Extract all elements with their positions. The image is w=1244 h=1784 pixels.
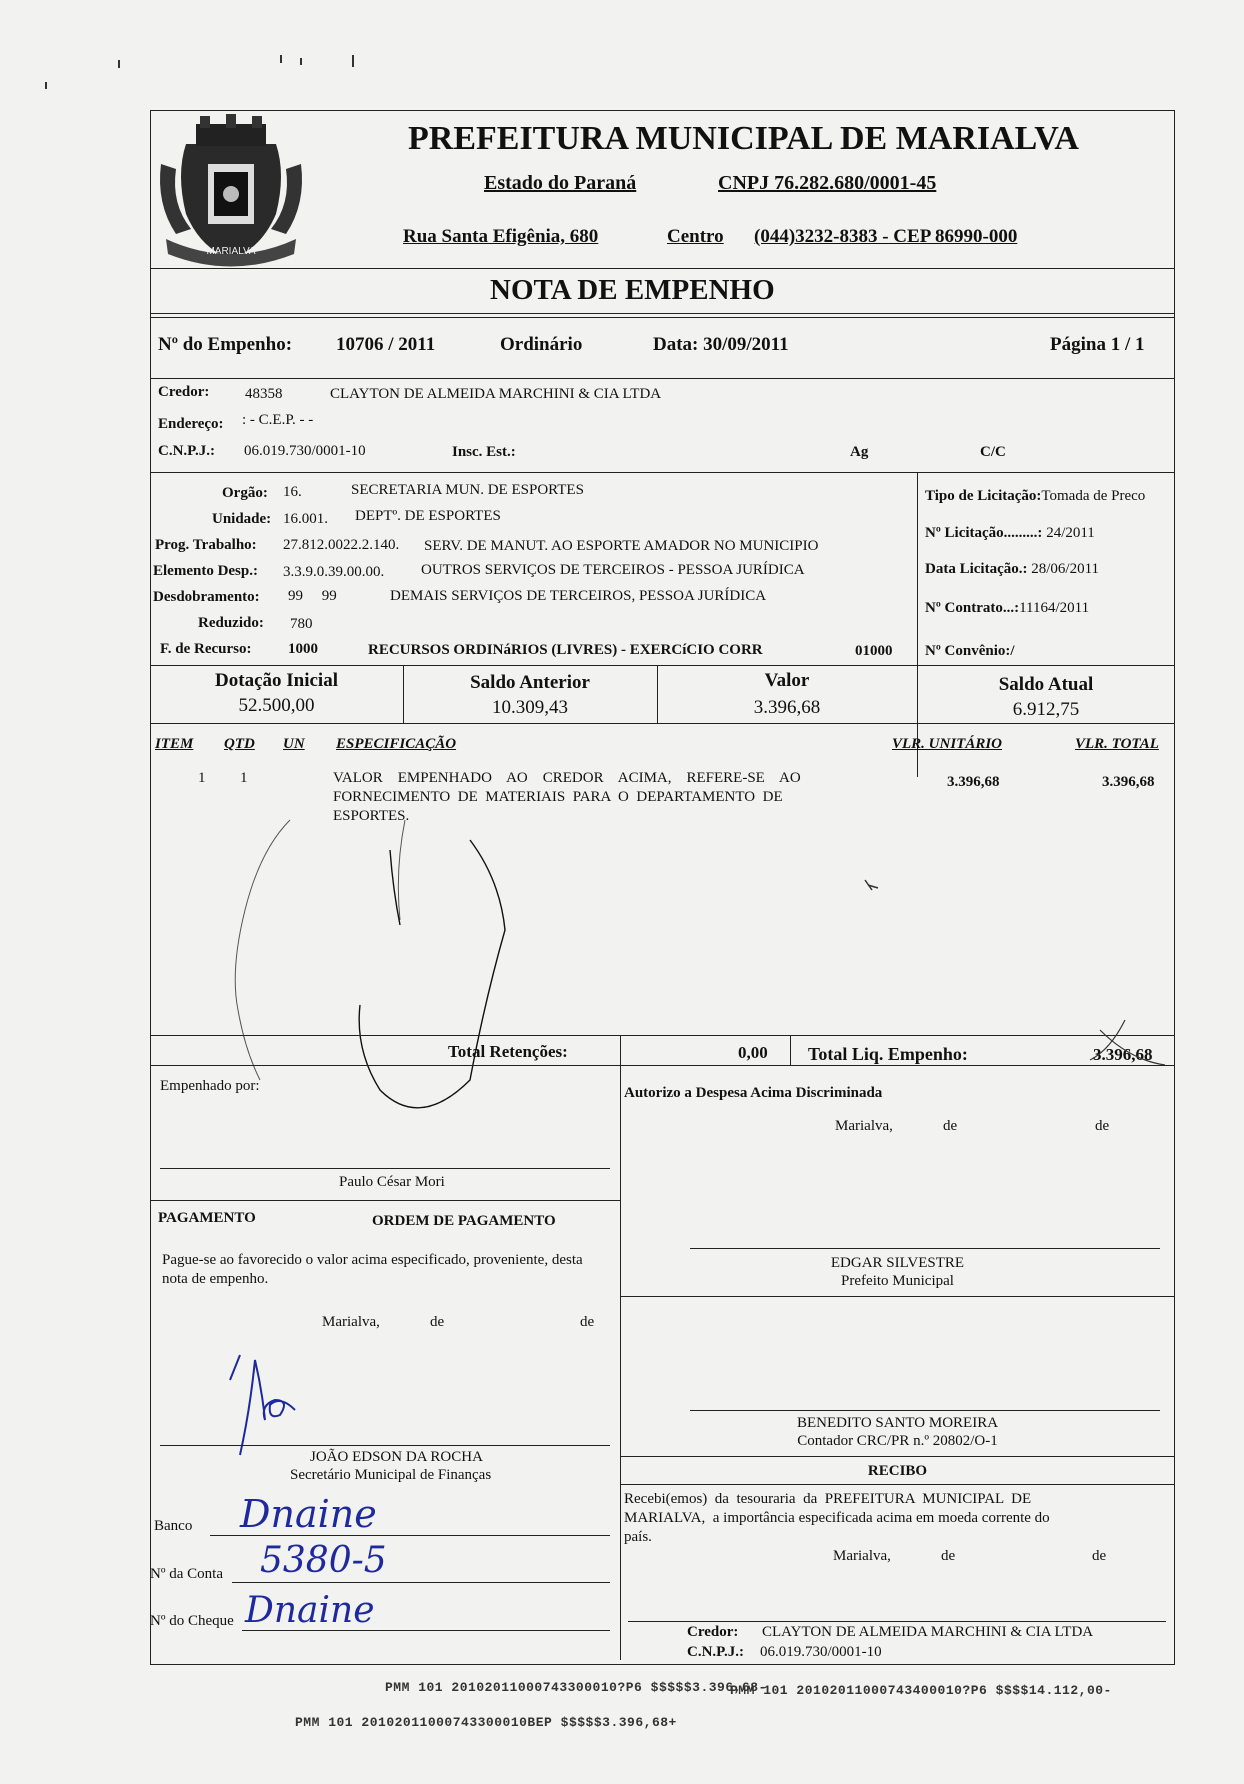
handwritten-scribble <box>150 750 1175 1210</box>
saldo-anterior-label: Saldo Anterior <box>470 672 590 693</box>
item-spec-line-1: VALOR EMPENHADO AO CREDOR ACIMA, REFERE-SE AO <box>333 770 801 786</box>
item-number: 1 <box>198 770 206 786</box>
total-liq-empenho-value: 3.396,68 <box>1093 1045 1153 1064</box>
saldo-anterior-value: 10.309,43 <box>492 697 568 718</box>
total-liq-empenho-label: Total Liq. Empenho: <box>808 1044 968 1064</box>
item-spec-line-2: FORNECIMENTO DE MATERIAIS PARA O DEPARTAMENTO DE <box>333 789 783 805</box>
desdobramento-label: Desdobramento: <box>153 589 260 605</box>
total-retencoes-label: Total Retenções: <box>448 1042 568 1061</box>
scan-mark <box>45 82 47 89</box>
cheque-handwritten: Dnaine <box>245 1590 375 1631</box>
recibo-text-3: país. <box>624 1529 652 1545</box>
prog-trabalho-desc: SERV. DE MANUT. AO ESPORTE AMADOR NO MUNICIPIO <box>424 538 819 554</box>
svg-text:MARIALVA: MARIALVA <box>206 246 256 257</box>
numero-licitacao: Nº Licitação.........: 24/2011 <box>925 525 1095 541</box>
pagamento-de-1: de <box>430 1314 445 1330</box>
elemento-desp-desc: OUTROS SERVIÇOS DE TERCEIROS - PESSOA JURÍDICA <box>421 562 805 578</box>
empenho-date: Data: 30/09/2011 <box>653 334 789 355</box>
cnpj-header: CNPJ 76.282.680/0001-45 <box>718 172 937 194</box>
contador-role: Contador CRC/PR n.º 20802/O-1 <box>797 1433 998 1449</box>
pagamento-text-1: Pague-se ao favorecido o valor acima especificado, proveniente, desta <box>162 1252 583 1268</box>
scan-mark <box>280 55 282 63</box>
empenhado-por-name: Paulo César Mori <box>339 1174 445 1190</box>
secretario-signature <box>210 1350 330 1460</box>
dotacao-inicial-value: 52.500,00 <box>238 695 315 716</box>
saldo-atual-label: Saldo Atual <box>998 674 1094 695</box>
prefeito-name: EDGAR SILVESTRE <box>830 1255 965 1271</box>
conta-line <box>232 1582 610 1583</box>
scan-mark <box>300 58 302 65</box>
autorizo-place: Marialva, <box>835 1118 893 1134</box>
recibo-credor-name: CLAYTON DE ALMEIDA MARCHINI & CIA LTDA <box>762 1624 1094 1640</box>
banco-label: Banco <box>154 1518 193 1534</box>
conta-label: Nº da Conta <box>150 1566 223 1582</box>
credor-code: 48358 <box>245 386 283 402</box>
fonte-recurso-code: 1000 <box>288 641 318 657</box>
elemento-desp-code: 3.3.9.0.39.00.00. <box>283 564 385 580</box>
address-value: : - C.E.P. - - <box>242 412 314 428</box>
item-total-value: 3.396,68 <box>1102 774 1155 790</box>
recibo-text-1: Recebi(emos) da tesouraria da PREFEITURA MUNICIPAL DE <box>624 1491 1032 1507</box>
signature-line <box>628 1621 1166 1622</box>
total-retencoes-value: 0,00 <box>738 1043 768 1062</box>
empenho-number-label: Nº do Empenho: <box>158 334 293 355</box>
col-item: ITEM <box>155 736 194 752</box>
contador-name: BENEDITO SANTO MOREIRA <box>796 1415 999 1431</box>
scan-mark <box>352 55 354 67</box>
tipo-licitacao-label: Tipo de Licitação:Tomada de Preco <box>925 488 1146 504</box>
municipal-coat-of-arms-icon <box>156 114 306 272</box>
prog-trabalho-label: Prog. Trabalho: <box>155 537 257 553</box>
dotacao-inicial-label: Dotação Inicial <box>215 670 338 691</box>
bank-stamp-3: PMM 101 20102011000743300010BEP $$$$$3.396,68+ <box>295 1715 677 1730</box>
credor-cnpj: 06.019.730/0001-10 <box>244 443 366 459</box>
phone-cep: (044)3232-8383 - CEP 86990-000 <box>754 226 1018 247</box>
page-number: Página 1 / 1 <box>1050 334 1145 355</box>
empenho-number: 10706 / 2011 <box>336 334 436 355</box>
unidade-code: 16.001. <box>283 511 328 527</box>
item-unit-value: 3.396,68 <box>947 774 1000 790</box>
address-label: Endereço: <box>158 416 224 432</box>
recibo-cnpj: 06.019.730/0001-10 <box>760 1644 882 1660</box>
cheque-label: Nº do Cheque <box>150 1613 234 1629</box>
recibo-place: Marialva, <box>833 1548 891 1564</box>
prog-trabalho-code: 27.812.0022.2.140. <box>283 537 400 553</box>
prefeitura-title: PREFEITURA MUNICIPAL DE MARIALVA <box>408 120 1079 157</box>
item-qtd: 1 <box>240 770 248 786</box>
recibo-de-2: de <box>1092 1548 1107 1564</box>
recibo-title: RECIBO <box>867 1463 928 1479</box>
autorizo-de-1: de <box>943 1118 958 1134</box>
valor-value: 3.396,68 <box>753 697 821 718</box>
signature-line <box>160 1168 610 1169</box>
bank-stamp-2: PMM 101 20102011000743400010?P6 $$$$14.112,00- <box>730 1683 1112 1698</box>
col-un: UN <box>283 736 305 752</box>
prefeito-role: Prefeito Municipal <box>841 1273 954 1289</box>
district: Centro <box>667 226 724 247</box>
fonte-recurso-label: F. de Recurso: <box>160 641 252 657</box>
col-especificacao: ESPECIFICAÇÃO <box>336 736 457 752</box>
credor-name: CLAYTON DE ALMEIDA MARCHINI & CIA LTDA <box>330 386 662 402</box>
recibo-text-2: MARIALVA, a importância especificada acima em moeda corrente do <box>624 1510 1050 1526</box>
cnpj-label: C.N.P.J.: <box>158 443 215 459</box>
saldo-atual-value: 6.912,75 <box>1012 699 1080 720</box>
fonte-recurso-extra: 01000 <box>855 643 893 659</box>
signature-line <box>690 1248 1160 1249</box>
fonte-recurso-desc: RECURSOS ORDINáRIOS (LIVRES) - EXERCíCIO CORR <box>368 642 763 658</box>
nota-de-empenho <box>150 110 1175 1665</box>
scan-mark <box>118 60 120 68</box>
cc-label: C/C <box>980 444 1006 460</box>
col-valor-unitario: VLR. UNITÁRIO <box>892 736 1003 752</box>
secretario-role: Secretário Municipal de Finanças <box>290 1467 492 1483</box>
unidade-desc: DEPTº. DE ESPORTES <box>355 508 501 524</box>
col-valor-total: VLR. TOTAL <box>1075 736 1159 752</box>
orgao-desc: SECRETARIA MUN. DE ESPORTES <box>351 482 584 498</box>
reduzido-label: Reduzido: <box>198 615 264 631</box>
unidade-label: Unidade: <box>212 511 272 527</box>
conta-handwritten: 5380-5 <box>260 1540 387 1581</box>
secretario-name: JOÃO EDSON DA ROCHA <box>310 1449 483 1465</box>
bank-stamp-1: PMM 101 20102011000743300010?P6 $$$$$3.396,68- <box>385 1680 767 1695</box>
empenho-type: Ordinário <box>500 334 583 355</box>
orgao-label: Orgão: <box>222 485 268 501</box>
state-label: Estado do Paraná <box>484 172 637 194</box>
reduzido-code: 780 <box>290 616 313 632</box>
pagamento-place: Marialva, <box>322 1314 380 1330</box>
pagamento-label: PAGAMENTO <box>158 1210 256 1226</box>
recibo-credor-label: Credor: <box>687 1624 739 1640</box>
elemento-desp-label: Elemento Desp.: <box>153 563 258 579</box>
numero-convenio: Nº Convênio:/ <box>925 643 1015 659</box>
empenhado-por-label: Empenhado por: <box>160 1078 260 1094</box>
autorizo-despesa: Autorizo a Despesa Acima Discriminada <box>624 1085 883 1101</box>
col-qtd: QTD <box>224 736 255 752</box>
recibo-cnpj-label: C.N.P.J.: <box>687 1644 744 1660</box>
signature-line <box>690 1410 1160 1411</box>
ag-label: Ag <box>850 444 869 460</box>
checkmark-scribble <box>1070 1010 1180 1070</box>
valor-label: Valor <box>764 670 810 691</box>
street-address: Rua Santa Efigênia, 680 <box>403 226 599 247</box>
item-spec-line-3: ESPORTES. <box>333 808 410 824</box>
orgao-code: 16. <box>283 484 302 500</box>
pagamento-de-2: de <box>580 1314 595 1330</box>
insc-est-label: Insc. Est.: <box>452 444 516 460</box>
desdobramento-code: 99 99 <box>288 588 337 604</box>
document-title: NOTA DE EMPENHO <box>490 274 775 306</box>
numero-contrato: Nº Contrato...:11164/2011 <box>925 600 1090 616</box>
banco-handwritten: Dnaine <box>240 1492 377 1536</box>
data-licitacao: Data Licitação.: 28/06/2011 <box>925 561 1100 577</box>
signature-line <box>160 1445 610 1446</box>
autorizo-de-2: de <box>1095 1118 1110 1134</box>
ordem-pagamento-label: ORDEM DE PAGAMENTO <box>372 1213 556 1229</box>
recibo-de-1: de <box>941 1548 956 1564</box>
credor-label: Credor: <box>158 384 210 400</box>
desdobramento-desc: DEMAIS SERVIÇOS DE TERCEIROS, PESSOA JURÍDICA <box>390 588 767 604</box>
pagamento-text-2: nota de empenho. <box>162 1271 269 1287</box>
